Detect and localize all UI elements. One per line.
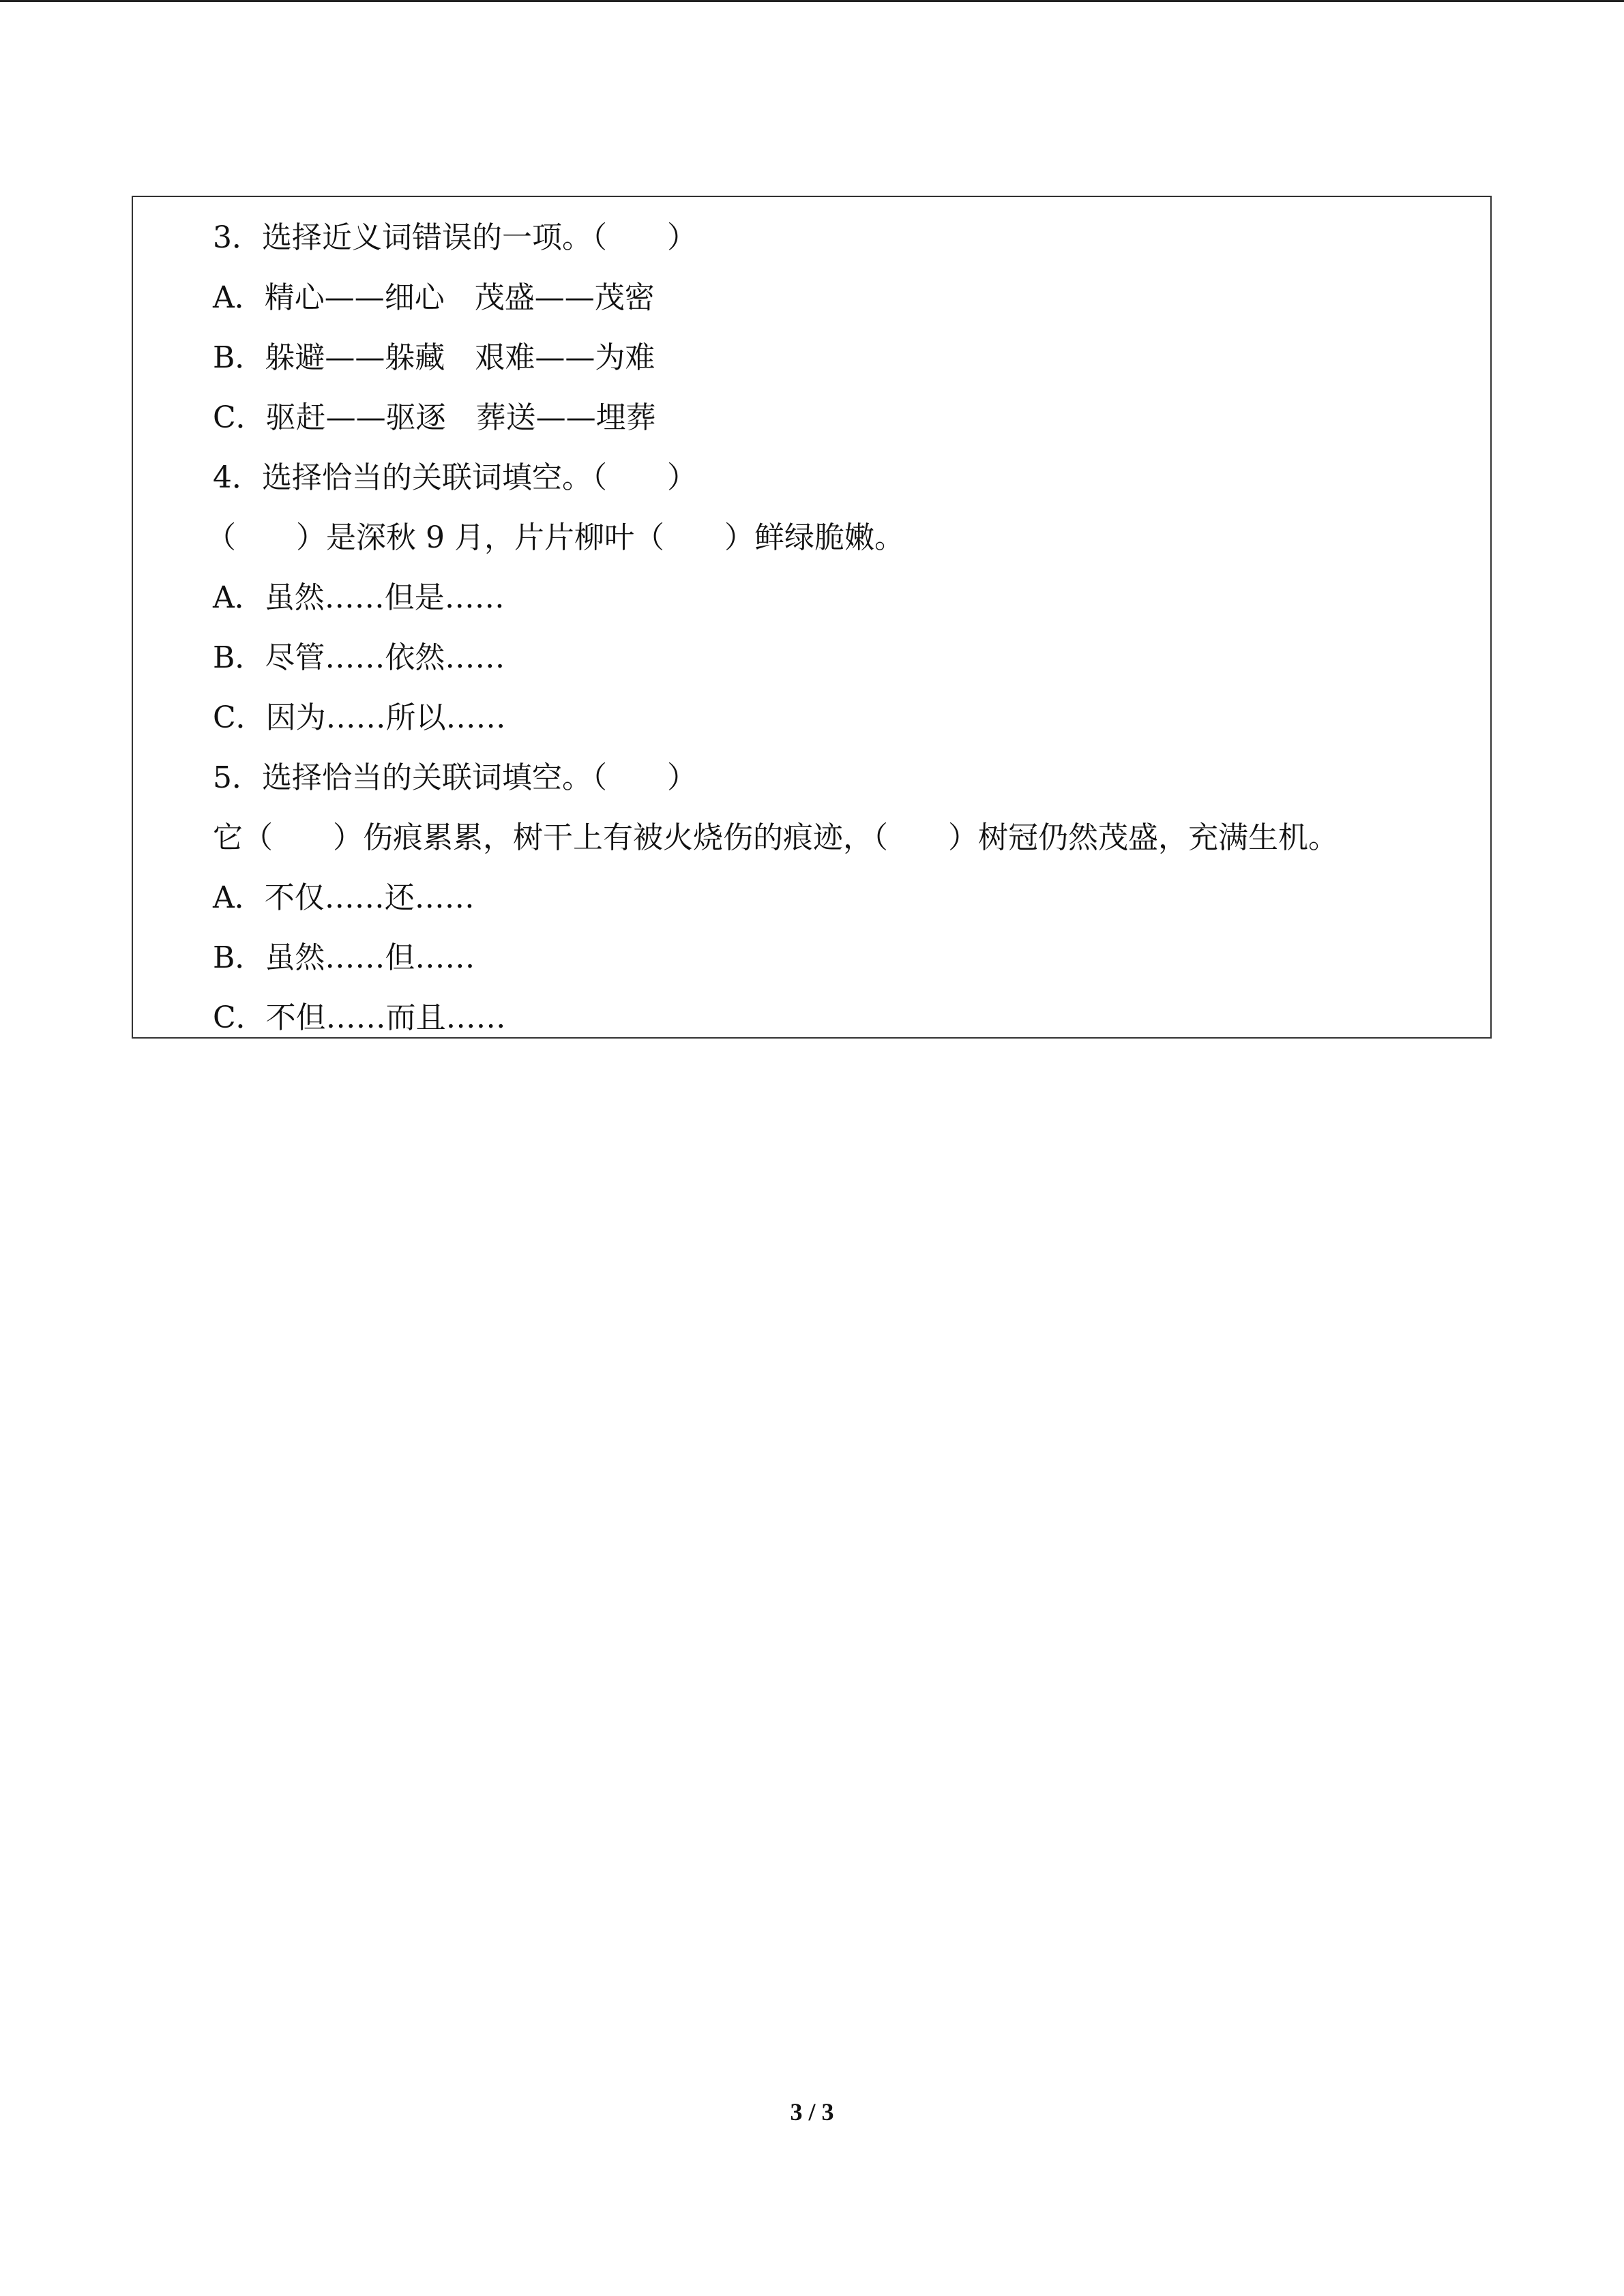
question-5-option-a: A．不仅……还…… [213,880,475,915]
question-5-option-b: B．虽然……但…… [213,940,475,975]
question-5-stem: 5．选择恰当的关联词填空。（ ） [213,760,697,795]
question-5-sentence: 它（ ）伤痕累累，树干上有被火烧伤的痕迹，（ ）树冠仍然茂盛，充满生机。 [213,820,1338,855]
question-3-option-b: B．躲避——躲藏 艰难——为难 [213,340,655,375]
top-border-line [0,0,1624,2]
question-3-option-a: A．精心——细心 茂盛——茂密 [213,280,655,315]
question-4-option-a: A．虽然……但是…… [213,580,505,615]
question-box [132,196,1492,1039]
question-list [206,208,1477,1048]
question-4-option-b: B．尽管……依然…… [213,640,505,675]
question-4-option-c: C．因为……所以…… [213,700,506,735]
question-4-stem: 4．选择恰当的关联词填空。（ ） [213,460,697,495]
question-5-option-c: C．不但……而且…… [213,1000,506,1035]
question-3-stem: 3．选择近义词错误的一项。（ ） [213,220,697,255]
question-3-option-c: C．驱赶——驱逐 葬送——埋葬 [213,400,656,435]
page-number: 3 / 3 [790,2098,834,2126]
question-4-sentence: （ ）是深秋 9 月，片片柳叶（ ）鲜绿脆嫩。 [206,520,904,555]
